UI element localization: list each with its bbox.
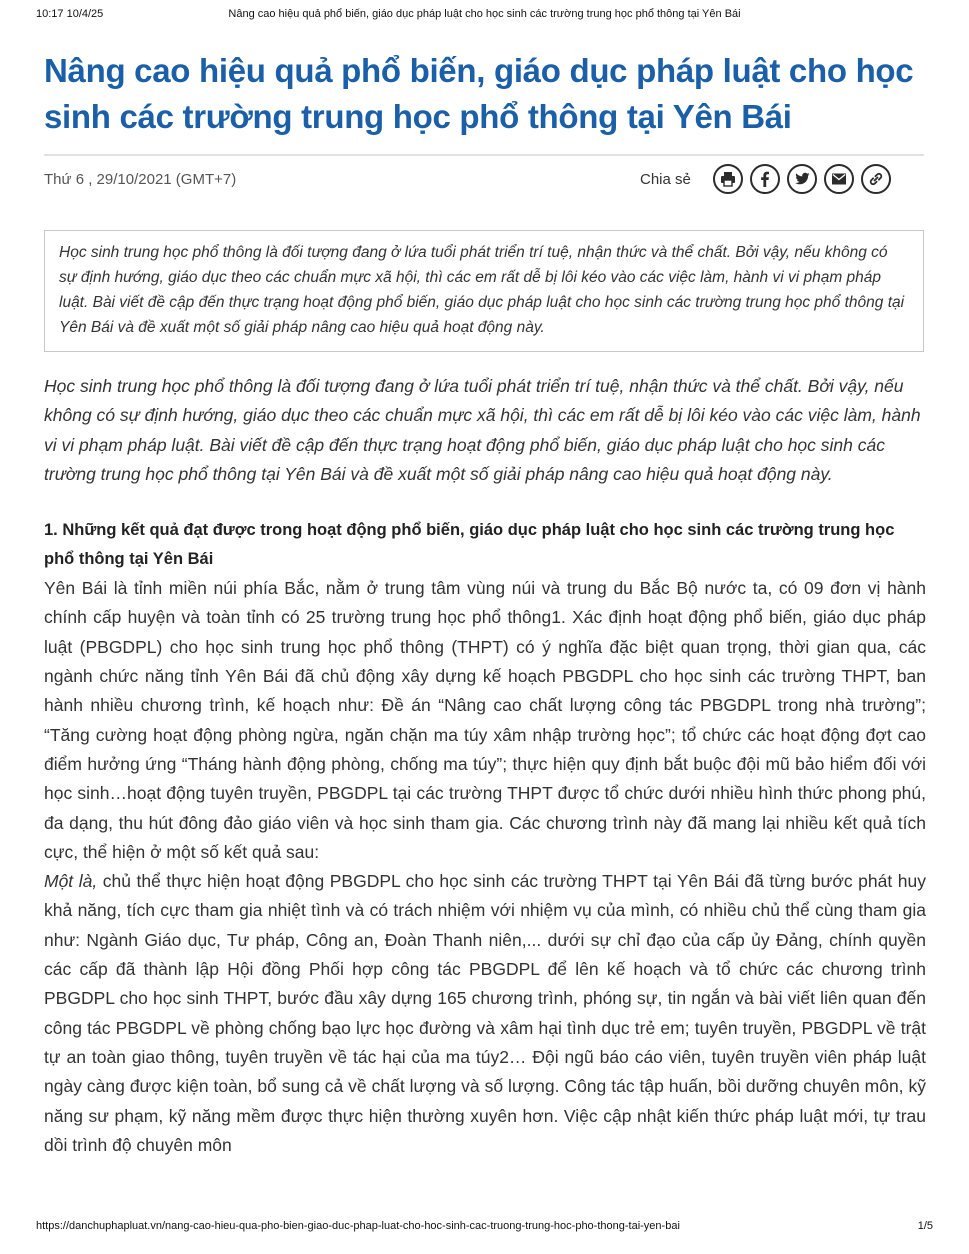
- paragraph-text: chủ thể thực hiện hoạt động PBGDPL cho học sinh các trường THPT tại Yên Bái đã từng bước phát huy khả năng, tích cực tham gia nhiệt tình và có trách nhiệm với nhiệm vụ của mình, có nhiều chủ thể cùng tham gia như: Ngành Giáo dục, Tư pháp, Công an, Đoàn Thanh niên,... dưới sự chỉ đạo của cấp ủy Đảng, chính quyền các cấp đã thành lập Hội đồng Phối hợp công tác PBGDPL để lên kế hoạch và tổ chức các chương trình PBGDPL cho học sinh THPT, bước đầu xây dựng 165 chương trình, phóng sự, tin ngắn và bài viết liên quan đến công tác PBGDPL về phòng chống bạo lực học đường và xâm hại tình dục trẻ em; tuyên truyền, PBGDPL về trật tự an toàn giao thông, tuyên truyền về tác hại của ma túy2… Đội ngũ báo cáo viên, tuyên truyền viên pháp luật ngày càng được kiện toàn, bổ sung cả về chất lượng và số lượng. Công tác tập huấn, bồi dưỡng chuyên môn, kỹ năng sư phạm, kỹ năng mềm được thực hiện thường xuyên hơn. Việc cập nhật kiến thức pháp luật mới, tự trau dồi trình độ chuyên môn: [44, 871, 926, 1155]
- print-page-title: Nâng cao hiệu quả phổ biến, giáo dục pháp luật cho học sinh các trường trung học phổ thông tại Yên Bái: [228, 8, 741, 20]
- body-paragraph-1: Yên Bái là tỉnh miền núi phía Bắc, nằm ở trung tâm vùng núi và trung du Bắc Bộ nước ta, có 09 đơn vị hành chính cấp huyện và toàn tỉnh có 25 trường trung học phổ thông1. Xác định hoạt động phổ biến, giáo dục pháp luật (PBGDPL) cho học sinh trung học phổ thông (THPT) có ý nghĩa đặc biệt quan trọng, thời gian qua, các ngành chức năng tỉnh Yên Bái đã chủ động xây dựng kế hoạch PBGDPL cho học sinh các trường THPT, ban hành nhiều chương trình, kế hoạch như: Đề án “Nâng cao chất lượng công tác PBGDPL trong nhà trường”; “Tăng cường hoạt động phòng ngừa, ngăn chặn ma túy xâm nhập trường học”; tổ chức các hoạt động đợt cao điểm hưởng ứng “Tháng hành động phòng, chống ma túy”; thực hiện quy định bắt buộc đội mũ bảo hiểm đối với học sinh…hoạt động tuyên truyền, PBGDPL tại các trường THPT được tổ chức dưới nhiều hình thức phong phú, đa dạng, thu hút đông đảo giáo viên và học sinh tham gia. Các chương trình này đã mang lại nhiều kết quả tích cực, thể hiện ở một số kết quả sau:: [44, 578, 926, 862]
- paragraph-lead-phrase: Một là,: [44, 871, 98, 892]
- page-number: 1/5: [917, 1220, 933, 1232]
- print-icon[interactable]: [713, 164, 743, 194]
- article-body: [44, 372, 926, 1160]
- facebook-icon[interactable]: [750, 164, 780, 194]
- email-icon[interactable]: [824, 164, 854, 194]
- share-label: Chia sẻ: [640, 171, 691, 188]
- print-footer: [36, 1220, 933, 1236]
- publish-date: Thứ 6 , 29/10/2021 (GMT+7): [44, 171, 237, 188]
- print-datetime: 10:17 10/4/25: [36, 8, 104, 20]
- copy-link-icon[interactable]: [861, 164, 891, 194]
- title-divider: [44, 154, 924, 156]
- body-paragraph-2: [44, 867, 926, 1160]
- print-header: [36, 8, 933, 24]
- share-bar: [713, 164, 891, 194]
- lead-paragraph: Học sinh trung học phổ thông là đối tượng đang ở lứa tuổi phát triển trí tuệ, nhận thức và thể chất. Bởi vậy, nếu không có sự định hướng, giáo dục theo các chuẩn mực xã hội, thì các em rất dễ bị lôi kéo vào các việc làm, hành vi vi phạm pháp luật. Bài viết đề cập đến thực trạng hoạt động phổ biến, giáo dục pháp luật cho học sinh các trường trung học phổ thông tại Yên Bái và đề xuất một số giải pháp nâng cao hiệu quả hoạt động này.: [44, 376, 921, 484]
- article-summary-box: Học sinh trung học phổ thông là đối tượng đang ở lứa tuổi phát triển trí tuệ, nhận thức và thể chất. Bởi vậy, nếu không có sự định hướng, giáo dục theo các chuẩn mực xã hội, thì các em rất dễ bị lôi kéo vào các việc làm, hành vi vi phạm pháp luật. Bài viết đề cập đến thực trạng hoạt động phổ biến, giáo dục pháp luật cho học sinh các trường trung học phổ thông tại Yên Bái và đề xuất một số giải pháp nâng cao hiệu quả hoạt động này.: [44, 230, 924, 352]
- twitter-icon[interactable]: [787, 164, 817, 194]
- section-heading: 1. Những kết quả đạt được trong hoạt động phổ biến, giáo dục pháp luật cho học sinh các trường trung học phổ thông tại Yên Bái: [44, 521, 895, 569]
- article-title: Nâng cao hiệu quả phổ biến, giáo dục pháp luật cho học sinh các trường trung học phổ thông tại Yên Bái: [44, 52, 914, 135]
- source-url: https://danchuphapluat.vn/nang-cao-hieu-qua-pho-bien-giao-duc-phap-luat-cho-hoc-sinh-cac-truong-trung-hoc-pho-thong-tai-yen-bai: [36, 1220, 680, 1232]
